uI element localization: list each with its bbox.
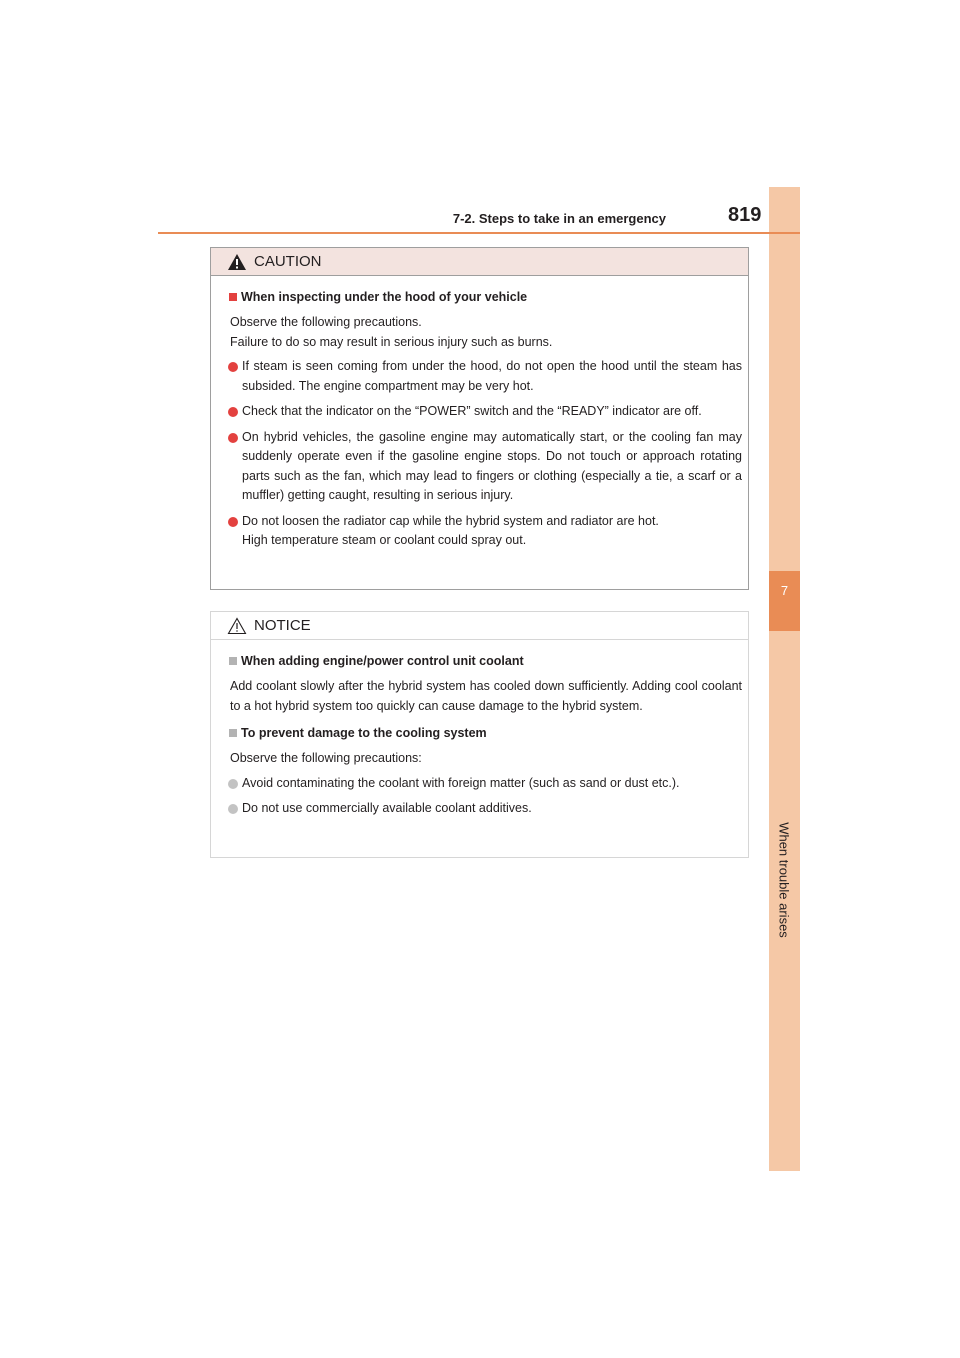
- chapter-number: 7: [780, 583, 789, 598]
- list-item: [228, 774, 742, 794]
- circle-bullet-icon: [228, 804, 238, 814]
- notice-subhead: [229, 724, 742, 742]
- chapter-sidebar: [769, 187, 800, 1171]
- caution-subhead: [229, 288, 742, 306]
- list-item-line: Do not loosen the radiator cap while the hybrid system and radiator are hot.: [242, 513, 659, 528]
- list-item-line: High temperature steam or coolant could spray out.: [242, 533, 527, 547]
- header-rule: [158, 232, 800, 234]
- list-item: [228, 512, 742, 551]
- notice-subhead-text: To prevent damage to the cooling system: [241, 726, 487, 740]
- warning-triangle-icon: [227, 253, 247, 271]
- notice-paragraph-text: Observe the following precautions:: [230, 751, 422, 765]
- list-item: [228, 428, 742, 506]
- caution-subhead-text: When inspecting under the hood of your vehicle: [241, 290, 528, 304]
- notice-body: [211, 640, 748, 819]
- square-bullet-icon: [229, 293, 237, 301]
- circle-bullet-icon: [228, 433, 238, 443]
- square-bullet-icon: [229, 657, 237, 665]
- caution-box: [210, 247, 749, 590]
- circle-bullet-icon: [228, 517, 238, 527]
- chapter-title: When trouble arises: [776, 822, 792, 938]
- notice-subhead-text: When adding engine/power control unit coolant: [241, 654, 524, 668]
- chapter-tab[interactable]: [769, 571, 800, 631]
- list-item-text: [242, 512, 742, 551]
- caution-list: [228, 357, 742, 551]
- notice-paragraph: [229, 677, 742, 716]
- notice-header: [211, 612, 748, 640]
- notice-subhead: [229, 652, 742, 670]
- caution-intro-line: Failure to do so may result in serious injury such as burns.: [230, 334, 553, 349]
- caution-title: CAUTION: [254, 253, 322, 270]
- section-title: 7-2. Steps to take in an emergency: [452, 211, 666, 226]
- page-number: 819: [728, 204, 762, 226]
- circle-bullet-icon: [228, 362, 238, 372]
- circle-bullet-icon: [228, 407, 238, 417]
- caution-intro: [229, 313, 742, 352]
- caution-body: [211, 276, 748, 551]
- list-item-text: Do not use commercially available coolant additives.: [242, 801, 532, 815]
- list-item-text: Avoid contaminating the coolant with foreign matter (such as sand or dust etc.).: [242, 775, 680, 790]
- list-item-text: Check that the indicator on the “POWER” switch and the “READY” indicator are off.: [242, 404, 702, 418]
- caution-header: [211, 248, 748, 276]
- list-item-text: If steam is seen coming from under the hood, do not open the hood until the steam has subsided. The engine compartment may be very hot.: [242, 359, 742, 393]
- notice-title: NOTICE: [254, 617, 311, 634]
- notice-box: [210, 611, 749, 858]
- caution-intro-line: Observe the following precautions.: [230, 315, 422, 329]
- notice-paragraph-text: Add coolant slowly after the hybrid system has cooled down sufficiently. Adding cool coolant to a hot hybrid system too quickly can cause damage to the hybrid system.: [230, 679, 742, 713]
- warning-outline-icon: [227, 617, 247, 635]
- list-item: [228, 357, 742, 396]
- list-item: [228, 402, 742, 422]
- list-item-text: On hybrid vehicles, the gasoline engine may automatically start, or the cooling fan may suddenly operate even if the gasoline engine stops. Do not touch or approach rotating parts such as the fan, which may lead to fingers or clothing (especially a tie, a scarf or a muffler) getting caught, resulting in serious injury.: [242, 429, 742, 502]
- notice-list: [228, 774, 742, 819]
- notice-paragraph: [229, 749, 742, 769]
- circle-bullet-icon: [228, 779, 238, 789]
- square-bullet-icon: [229, 729, 237, 737]
- list-item: [228, 799, 742, 819]
